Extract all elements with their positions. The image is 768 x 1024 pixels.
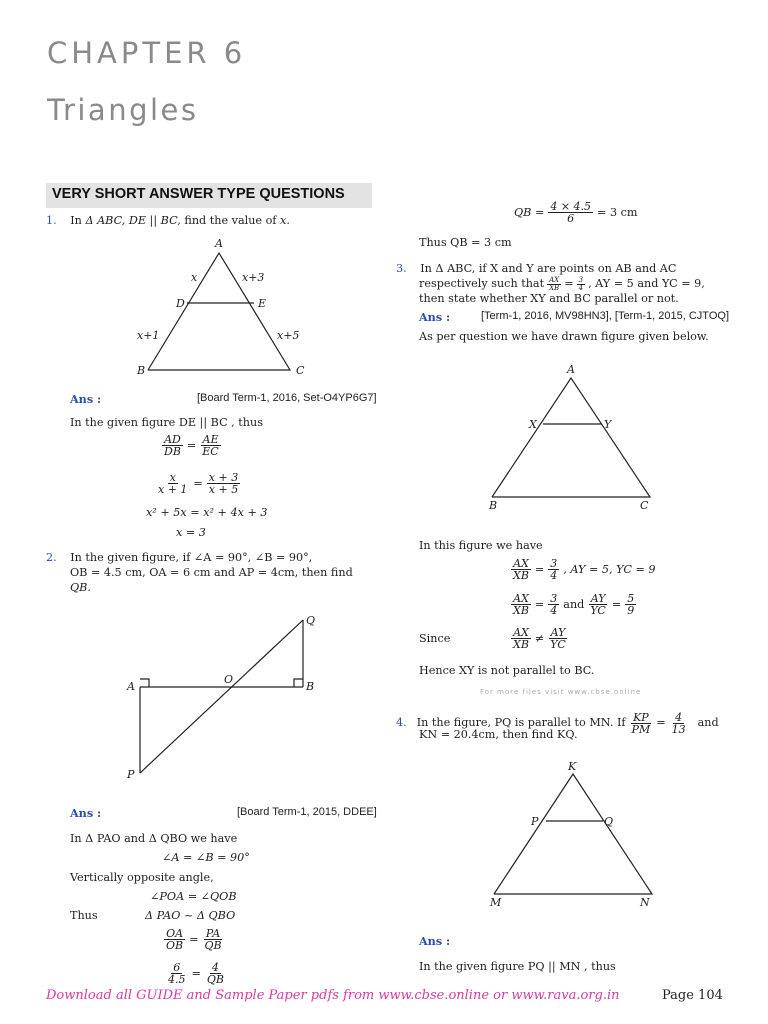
q1-label-a: A [215,237,223,250]
q3-eq3: $\frac{AX}{XB}$ ≠ $\frac{AY}{YC}$ [513,626,566,651]
page-number: Page 104 [662,988,723,1003]
q2-line1: In Δ PAO and Δ QBO we have [70,832,238,845]
question-4-line2: KN = 20.4cm, then find KQ. [419,728,578,741]
question-2-line3: QB. [70,581,91,594]
question-3-line2: respectively such that $\frac{AX}{XB}$ = $\frac{3}{4}$ , AY = 5 and YC = 9, [419,276,705,292]
q1-label-b: B [137,364,146,377]
q2-right-angle-a [140,679,149,687]
question-number: 1. [46,214,57,227]
question-number: 4. [396,716,407,730]
q2-line5: Δ PAO ~ Δ QBO [145,909,236,922]
q1-step3: x² + 5x = x² + 4x + 3 [146,506,268,519]
q2-label-a: A [127,680,135,693]
q2-label-q: Q [306,614,316,627]
q1-reference: [Board Term-1, 2016, Set-O4YP6G7] [197,392,377,404]
q3-label-x: X [529,418,537,431]
q4-label-p: P [531,815,539,828]
question-2: 2. In the given figure, if ∠A = 90°, ∠B = 90°, [46,551,313,564]
q4-label-m: M [490,896,502,909]
q3-label-a: A [567,363,575,376]
q1-label-d: D [176,297,185,310]
q3-conclusion: Hence XY is not parallel to BC. [419,664,595,677]
q1-label-ad: x [191,271,198,284]
q1-line1: In the given figure DE || BC , thus [70,416,263,429]
q3-triangle [492,378,650,497]
q1-label-c: C [296,364,305,377]
footer-download-link[interactable]: Download all GUIDE and Sample Paper pdfs from www.cbse.online or www.rava.org.in [46,988,620,1003]
q3-answer-label: Ans : [419,310,451,324]
q1-label-ae: x+3 [242,271,265,284]
watermark: For more files visit www.cbse.online [480,688,642,696]
q2-line4: ∠POA = ∠QOB [150,890,237,903]
q2-reference: [Board Term-1, 2015, DDEE] [237,806,377,818]
q2-pq-line [140,620,303,773]
question-3-line3: then state whether XY and BC parallel or not. [419,292,679,305]
q2-line2: ∠A = ∠B = 90° [162,851,250,864]
q2-right-angle-b [294,679,303,687]
q3-eq1: $\frac{AX}{XB}$ = $\frac{3}{4}$ , AY = 5, YC = 9 [513,557,656,582]
section-heading: VERY SHORT ANSWER TYPE QUESTIONS [52,186,345,202]
q4-label-q: Q [604,815,614,828]
q2-answer-label: Ans : [70,806,102,820]
q3-label-b: B [489,499,498,512]
chapter-label: CHAPTER 6 [47,36,247,70]
question-3: 3. In Δ ABC, if X and Y are points on AB and AC [396,262,677,275]
q3-label-y: Y [604,418,612,431]
q3-line2: In this figure we have [419,539,543,552]
q2-calc: QB = $\frac{4 \times 4.5}{6}$ = 3 cm [514,200,638,225]
question-1: 1. In Δ ABC, DE || BC, find the value of x. [46,214,290,227]
q1-label-ec: x+5 [277,329,300,342]
q2-line5-prefix: Thus [70,909,98,922]
q2-label-o: O [224,673,234,686]
q4-answer-label: Ans : [419,934,451,948]
q2-result: Thus QB = 3 cm [419,236,512,249]
q1-step4: x = 3 [176,526,206,539]
q3-label-c: C [640,499,649,512]
q3-eq2: $\frac{AX}{XB}$ = $\frac{3}{4}$ and $\frac{AY}{YC}$ = $\frac{5}{9}$ [513,592,635,617]
q4-line1: In the given figure PQ || MN , thus [419,960,616,973]
q1-label-e: E [258,297,267,310]
question-number: 3. [396,262,407,275]
q2-eq1: $\frac{OA}{OB}$ = $\frac{PA}{QB}$ [166,927,222,952]
q1-answer-label: Ans : [70,392,102,406]
q2-line3: Vertically opposite angle, [70,871,214,884]
q3-since: Since [419,632,451,645]
q1-label-db: x+1 [137,329,160,342]
q2-label-p: P [127,768,135,781]
q1-eq1: $\frac{AD}{DB}$ = $\frac{AE}{EC}$ [164,433,219,458]
q3-line1: As per question we have drawn figure given below. [419,330,709,343]
q1-triangle [148,253,290,370]
q4-triangle [494,774,652,894]
chapter-title: Triangles [47,93,199,127]
question-number: 2. [46,551,57,564]
question-4: 4. In the figure, PQ is parallel to MN. If $\frac{KP}{PM}$ = $\frac{4}{13}$ and [396,711,719,736]
q2-label-b: B [306,680,315,693]
q2-eq2: $\frac{6}{4.5}$ = $\frac{4}{QB}$ [168,961,224,986]
q3-reference: [Term-1, 2016, MV98HN3], [Term-1, 2015, CJTOQ] [481,310,729,322]
q1-eq2: $\frac{x}{x + 1}$ = $\frac{x + 3}{x + 5}$ [158,471,239,496]
question-2-line2: OB = 4.5 cm, OA = 6 cm and AP = 4cm, then find [70,566,353,579]
q4-label-n: N [640,896,650,909]
q4-label-k: K [568,760,577,773]
